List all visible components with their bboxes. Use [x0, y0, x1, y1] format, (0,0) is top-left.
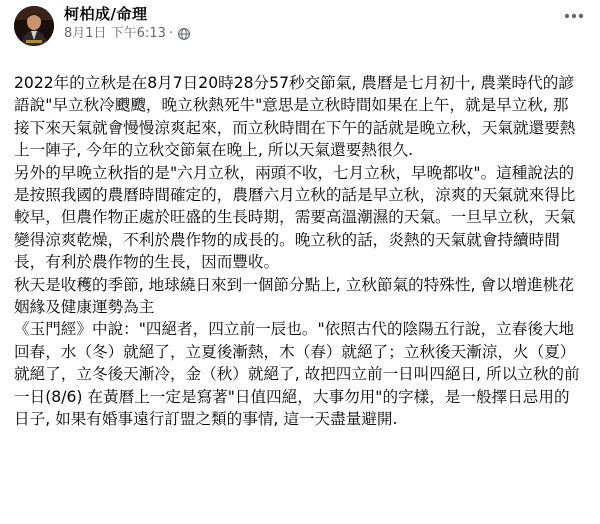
post-paragraph: 秋天是收穫的季節, 地球繞日來到一個節分點上, 立秋節氣的特殊性, 會以增進桃花姻緣及健康運勢為主: [14, 275, 574, 317]
post-subline: [64, 25, 190, 43]
author-name[interactable]: 柯柏成/命理: [64, 5, 148, 23]
post-header: [14, 4, 588, 58]
post-paragraph: 另外的早晚立秋指的是"六月立秋，兩頭不收，七月立秋，早晚都收"。這種說法的是按照我國的農曆時間確定的，農曆六月立秋的話是早立秋，涼爽的天氣就來得比較早，但農作物正處於旺盛的生長時期，需要高溫潮濕的天氣。一旦早立秋，天氣變得涼爽乾燥，不利於農作物的成長的。晚立秋的話，炎熱的天氣就會持續時間長，有利於農作物的生長，因而豐收。: [14, 163, 576, 272]
post-meta: [64, 4, 190, 43]
post-date[interactable]: 8月1日 下午6:13: [64, 26, 166, 41]
post-body: [14, 72, 580, 431]
more-icon: [564, 13, 584, 19]
post-paragraph: 《玉門經》中說："四絕者，四立前一辰也。"依照古代的陰陽五行說，立春後大地回春，水（冬）就絕了，立夏後漸熱，木（春）就絕了；立秋後天漸涼，火（夏）就絕了，立冬後天漸冷，金（秋）就絕了, 故把四立前一日叫四絕日, 所以立秋的前一日(8/6) 在黃曆上一定是寫著"日值四絕，大事勿用"的字樣，是一般擇日忌用的日子, 如果有婚事遠行訂盟之類的事情, 這一天盡量避開.: [14, 320, 580, 429]
more-options-button[interactable]: [560, 6, 588, 26]
avatar-image: [14, 6, 54, 46]
globe-icon: [178, 28, 190, 40]
avatar[interactable]: [14, 6, 54, 46]
post-paragraph: 2022年的立秋是在8月7日20時28分57秒交節氣, 農曆是七月初十, 農業時代的諺語說"早立秋冷颼颼，晚立秋熱死牛"意思是立秋時間如果在上午，就是早立秋, 那接下來天氣就會慢慢涼爽起來，而立秋時間在下午的話就是晚立秋，天氣就還要熱上一陣子, 今年的立秋交節氣在晚上, 所以天氣還要熱很久.: [14, 74, 576, 160]
separator-dot: ·: [168, 26, 174, 41]
